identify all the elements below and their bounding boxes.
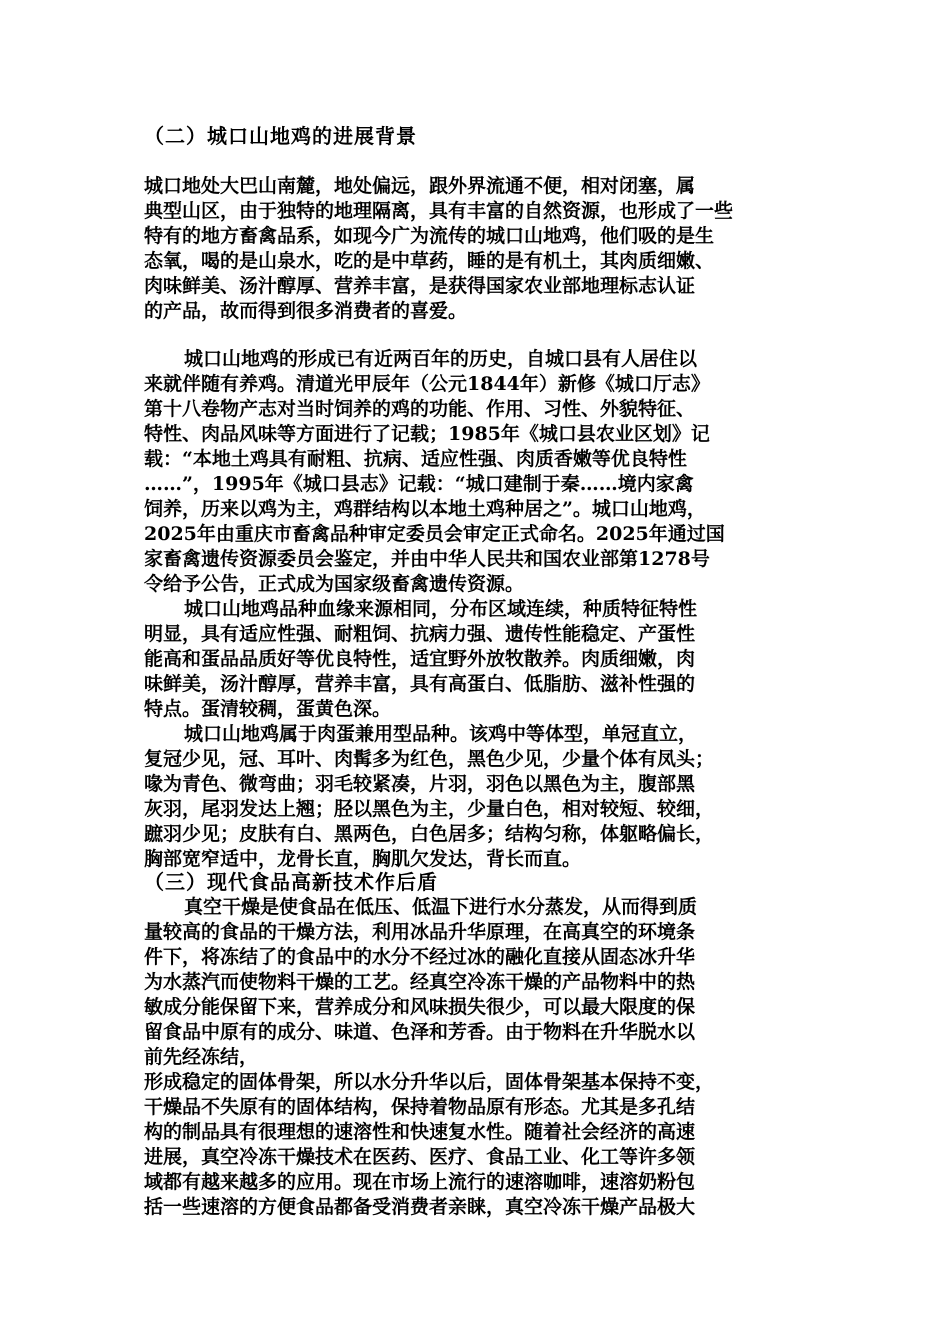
paragraph-line: 复冠少见，冠、耳叶、肉髯多为红色，黑色少见，少量个体有凤头； bbox=[144, 748, 715, 770]
paragraph-line: 的产品，故而得到很多消费者的喜爱。 bbox=[144, 300, 468, 322]
paragraph-line: 域都有越来越多的应用。现在市场上流行的速溶咖啡，速溶奶粉包 bbox=[144, 1171, 696, 1193]
paragraph-line: 灰羽，尾羽发达上翘；胫以黑色为主，少量白色，相对较短、较细， bbox=[144, 798, 715, 820]
paragraph-line: 进展，真空冷冻干燥技术在医药、医疗、食品工业、化工等许多领 bbox=[144, 1146, 696, 1168]
paragraph-line: 留食品中原有的成分、味道、色泽和芳香。由于物料在升华脱水以 bbox=[144, 1021, 696, 1043]
paragraph-line: 特性、肉品风味等方面进行了记载；1985年《城口县农业区划》记 bbox=[144, 423, 710, 445]
paragraph-line: 第十八卷物产志对当时饲养的鸡的功能、作用、习性、外貌特征、 bbox=[144, 398, 696, 420]
paragraph-line: ……”，1995年《城口县志》记载：“城口建制于秦……境内家禽 bbox=[144, 473, 694, 495]
paragraph-line: 肉味鲜美、汤汁醇厚、营养丰富，是获得国家农业部地理标志认证 bbox=[144, 275, 696, 297]
paragraph-line: 典型山区，由于独特的地理隔离，具有丰富的自然资源，也形成了一些 bbox=[144, 200, 734, 222]
paragraph-line: 构的制品具有很理想的速溶性和快速复水性。随着社会经济的高速 bbox=[144, 1121, 696, 1143]
paragraph-line: 令给予公告，正式成为国家级畜禽遗传资源。 bbox=[144, 573, 525, 595]
paragraph-line: 来就伴随有养鸡。清道光甲辰年（公元1844年）新修《城口厅志》 bbox=[144, 373, 710, 395]
paragraph-line: 饲养，历来以鸡为主，鸡群结构以本地土鸡种居之”。城口山地鸡， bbox=[144, 498, 706, 520]
paragraph-line: 城口地处大巴山南麓，地处偏远，跟外界流通不便，相对闭塞，属 bbox=[144, 175, 696, 197]
paragraph-line: 味鲜美，汤汁醇厚，营养丰富，具有高蛋白、低脂肪、滋补性强的 bbox=[144, 673, 696, 695]
section-heading-technology: （三）现代食品高新技术作后盾 bbox=[144, 870, 438, 894]
paragraph-line: 特有的地方畜禽品系，如现今广为流传的城口山地鸡，他们吸的是生 bbox=[144, 225, 715, 247]
paragraph-line: 家畜禽遗传资源委员会鉴定，并由中华人民共和国农业部第1278号 bbox=[144, 548, 710, 570]
paragraph-line: 括一些速溶的方便食品都备受消费者亲睐，真空冷冻干燥产品极大 bbox=[144, 1196, 696, 1218]
paragraph-line: 蹠羽少见；皮肤有白、黑两色，白色居多；结构匀称，体躯略偏长， bbox=[144, 823, 715, 845]
paragraph-line: 件下，将冻结了的食品中的水分不经过冰的融化直接从固态冰升华 bbox=[144, 946, 696, 968]
paragraph-line: 2025年由重庆市畜禽品种审定委员会审定正式命名。2025年通过国 bbox=[144, 523, 725, 545]
paragraph-line: 前先经冻结， bbox=[144, 1046, 259, 1068]
paragraph-line: 载：“本地土鸡具有耐粗、抗病、适应性强、肉质香嫩等优良特性 bbox=[144, 448, 687, 470]
paragraph-line: 真空干燥是使食品在低压、低温下进行水分蒸发，从而得到质 bbox=[184, 896, 698, 918]
paragraph-line: 城口山地鸡的形成已有近两百年的历史，自城口县有人居住以 bbox=[184, 348, 698, 370]
paragraph-line: 喙为青色、微弯曲；羽毛较紧凑，片羽，羽色以黑色为主，腹部黑 bbox=[144, 773, 696, 795]
paragraph-line: 为水蒸汽而使物料干燥的工艺。经真空冷冻干燥的产品物料中的热 bbox=[144, 971, 696, 993]
section-heading-background: （二）城口山地鸡的进展背景 bbox=[144, 124, 417, 148]
paragraph-line: 胸部宽窄适中，龙骨长直，胸肌欠发达，背长而直。 bbox=[144, 848, 582, 870]
paragraph-line: 形成稳定的固体骨架，所以水分升华以后，固体骨架基本保持不变， bbox=[144, 1071, 715, 1093]
paragraph-line: 明显，具有适应性强、耐粗饲、抗病力强、遗传性能稳定、产蛋性 bbox=[144, 623, 696, 645]
paragraph-line: 干燥品不失原有的固体结构，保持着物品原有形态。尤其是多孔结 bbox=[144, 1096, 696, 1118]
paragraph-line: 敏成分能保留下来，营养成分和风味损失很少，可以最大限度的保 bbox=[144, 996, 696, 1018]
paragraph-line: 特点。蛋清较稠，蛋黄色深。 bbox=[144, 698, 392, 720]
paragraph-line: 能高和蛋品品质好等优良特性，适宜野外放牧散养。肉质细嫩，肉 bbox=[144, 648, 696, 670]
paragraph-line: 量较高的食品的干燥方法，利用冰品升华原理，在高真空的环境条 bbox=[144, 921, 696, 943]
paragraph-line: 城口山地鸡品种血缘来源相同，分布区域连续，种质特征特性 bbox=[184, 598, 698, 620]
paragraph-line: 态氧，喝的是山泉水，吃的是中草药，睡的是有机土，其肉质细嫩、 bbox=[144, 250, 715, 272]
paragraph-line: 城口山地鸡属于肉蛋兼用型品种。该鸡中等体型，单冠直立， bbox=[184, 723, 698, 745]
